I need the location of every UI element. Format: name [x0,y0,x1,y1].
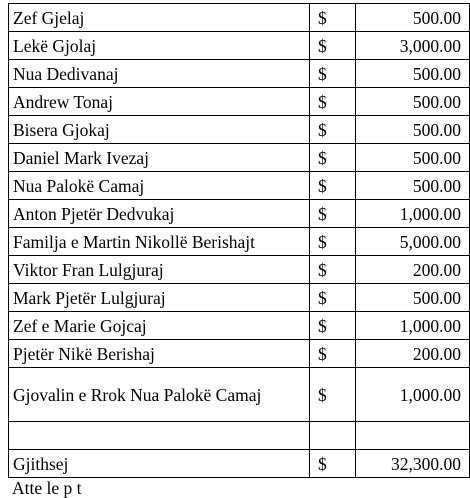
donor-name: Daniel Mark Ivezaj [9,144,310,172]
donor-name: Anton Pjetër Dedvukaj [9,200,310,228]
currency-symbol: $ [309,340,355,368]
footnote-text: Atte le p t [12,478,82,498]
donor-name: Gjovalin e Rrok Nua Palokë Camaj [9,368,310,422]
donor-name: Nua Dedivanaj [9,60,310,88]
total-row [9,450,470,478]
currency-symbol: $ [309,284,355,312]
currency-symbol: $ [309,256,355,284]
empty-row [9,422,470,450]
table-row [9,228,470,256]
table-row [9,32,470,60]
donor-name: Nua Palokë Camaj [9,172,310,200]
donor-name: Pjetër Nikë Berishaj [9,340,310,368]
empty-cell [356,422,470,450]
empty-cell [9,422,310,450]
donor-name: Zef Gjelaj [9,4,310,32]
currency-symbol: $ [309,172,355,200]
donation-amount: 500.00 [356,116,470,144]
table-row [9,60,470,88]
table-row [9,172,470,200]
currency-symbol: $ [309,228,355,256]
currency-symbol: $ [309,32,355,60]
total-amount: 32,300.00 [356,450,470,478]
donation-amount: 500.00 [356,88,470,116]
donor-name: Mark Pjetër Lulgjuraj [9,284,310,312]
table-row [9,116,470,144]
currency-symbol: $ [309,312,355,340]
currency-symbol: $ [309,450,355,478]
donation-amount: 1,000.00 [356,368,470,422]
table-row [9,88,470,116]
donor-name: Andrew Tonaj [9,88,310,116]
table-row [9,284,470,312]
table-row [9,312,470,340]
donor-name: Familja e Martin Nikollë Berishajt [9,228,310,256]
donation-amount: 200.00 [356,256,470,284]
table-row [9,340,470,368]
donor-name: Viktor Fran Lulgjuraj [9,256,310,284]
table-row [9,368,470,422]
currency-symbol: $ [309,200,355,228]
donation-amount: 500.00 [356,172,470,200]
table-row [9,200,470,228]
currency-symbol: $ [309,88,355,116]
currency-symbol: $ [309,60,355,88]
table-row [9,256,470,284]
donation-amount: 5,000.00 [356,228,470,256]
table-row [9,144,470,172]
empty-cell [309,422,355,450]
donation-amount: 1,000.00 [356,200,470,228]
donation-amount: 500.00 [356,4,470,32]
donations-table [8,3,470,478]
donation-amount: 200.00 [356,340,470,368]
donation-amount: 500.00 [356,60,470,88]
table-row [9,4,470,32]
donation-amount: 500.00 [356,284,470,312]
donation-amount: 1,000.00 [356,312,470,340]
total-label: Gjithsej [9,450,310,478]
currency-symbol: $ [309,4,355,32]
currency-symbol: $ [309,116,355,144]
donation-amount: 3,000.00 [356,32,470,60]
donor-name: Bisera Gjokaj [9,116,310,144]
currency-symbol: $ [309,368,355,422]
currency-symbol: $ [309,144,355,172]
donor-name: Lekë Gjolaj [9,32,310,60]
donation-amount: 500.00 [356,144,470,172]
donor-name: Zef e Marie Gojcaj [9,312,310,340]
